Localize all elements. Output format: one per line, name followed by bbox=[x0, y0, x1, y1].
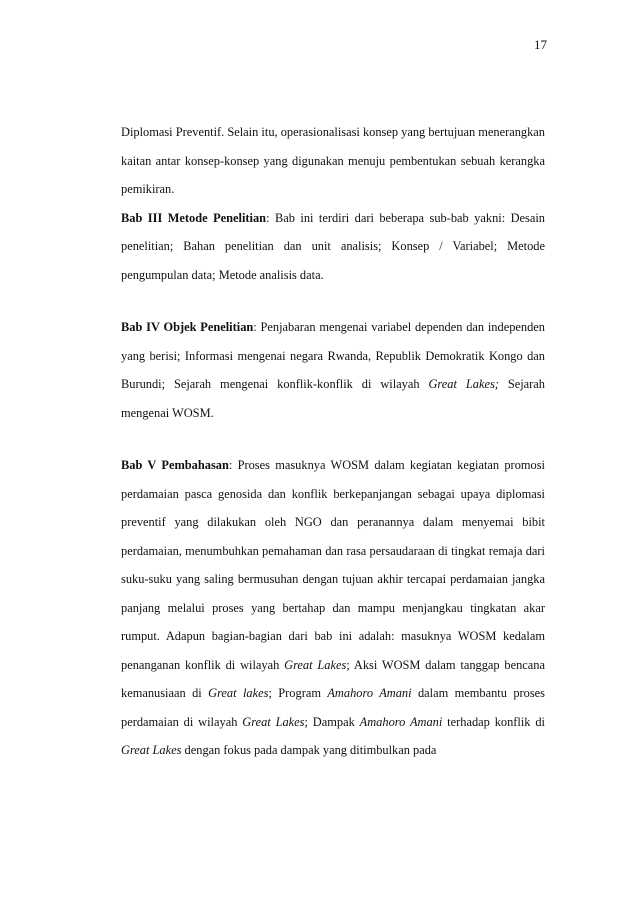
italic-term: Great Lakes bbox=[242, 714, 305, 729]
italic-term: Great Lakes bbox=[121, 743, 182, 757]
text-run: ; Dampak bbox=[304, 714, 360, 729]
text-run: : Bab ini terdiri dari beberapa sub-bab yakni: Desain penelitian; Bahan penelitian dan unit analisis; Konsep / Variabel; Metode pengumpulan data; Metode analisis data. bbox=[121, 210, 546, 282]
text-run: terhadap konflik di bbox=[442, 714, 545, 729]
text-run: dalam membantu proses perdamaian di wilayah bbox=[121, 686, 545, 729]
italic-term: Great Lakes; bbox=[428, 377, 499, 391]
section-heading: Bab IV Objek Penelitian bbox=[121, 320, 254, 334]
paragraph-intro-cont bbox=[121, 118, 545, 204]
paragraph-bab4 bbox=[121, 313, 545, 427]
body-text bbox=[121, 118, 545, 765]
italic-term: Amahoro Amani bbox=[359, 714, 443, 729]
italic-term: Great Lakes bbox=[284, 657, 347, 672]
italic-term: Amahoro Amani bbox=[327, 686, 412, 700]
text-run: ; Program bbox=[268, 686, 328, 700]
paragraph-bab5 bbox=[121, 451, 545, 765]
text-run: : Penjabaran mengenai variabel dependen dan independen yang berisi; Informasi mengenai negara Rwanda, Republik Demokratik Kongo dan Burundi; Sejarah mengenai konflik-konflik di wilayah bbox=[121, 320, 545, 391]
text-run: ; Aksi WOSM dalam tanggap bencana kemanusiaan di bbox=[121, 657, 546, 700]
italic-term: Great lakes bbox=[208, 686, 269, 700]
text-run: Diplomasi Preventif. Selain itu, operasionalisasi konsep yang bertujuan menerangkan kaitan antar konsep-konsep yang digunakan menuju pembentukan sebuah kerangka pemikiran. bbox=[121, 125, 545, 196]
page-number: 17 bbox=[534, 37, 547, 52]
text-run: : Proses masuknya WOSM dalam kegiatan kegiatan promosi perdamaian pasca genosida dan konflik berkepanjangan sebagai upaya diplomasi preventif yang dilakukan oleh NGO dan peranannya dalam menyemai bibit perdamaian, menumbuhkan pemahaman dan rasa persaudaraan di tingkat remaja dari suku-suku yang saling bermusuhan dengan tujuan akhir tercapai perdamaian jangka panjang melalui proses yang bertahap dan mampu menjangkau tingkatan akar rumput. Adapun bagian-bagian dari bab ini adalah: masuknya WOSM kedalam penanganan konflik di wilayah bbox=[121, 458, 545, 672]
text-run: dengan fokus pada dampak yang ditimbulkan pada bbox=[181, 743, 437, 757]
section-heading: Bab V Pembahasan bbox=[121, 458, 229, 472]
section-heading: Bab III Metode Penelitian bbox=[121, 210, 267, 225]
paragraph-bab3 bbox=[121, 204, 545, 290]
text-run: Sejarah mengenai WOSM. bbox=[121, 377, 545, 420]
